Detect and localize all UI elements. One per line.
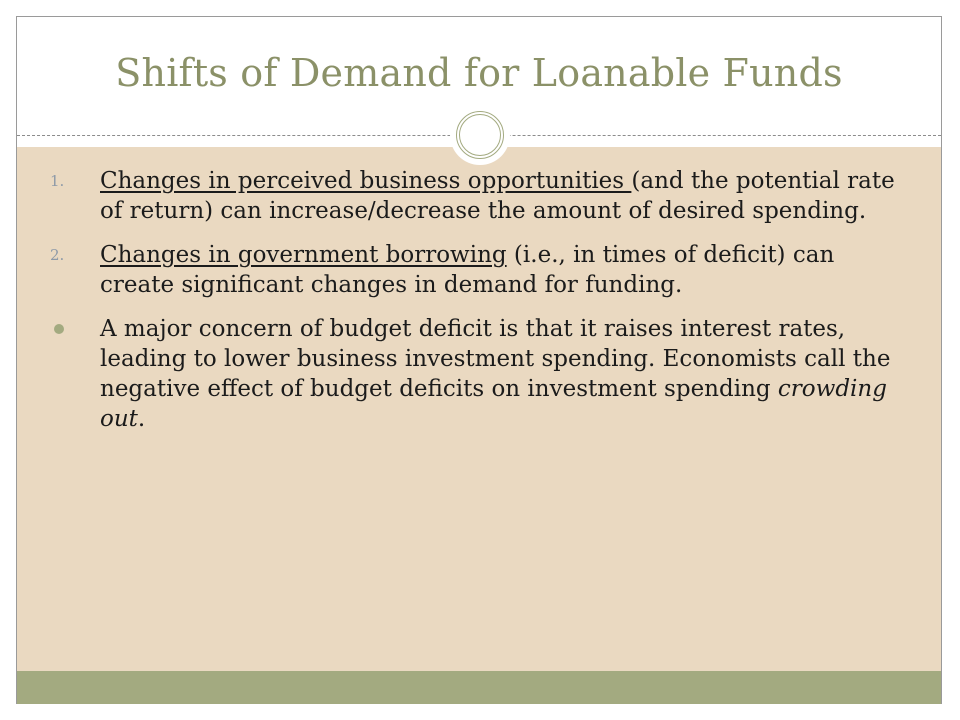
item-underlined-text: Changes in government borrowing <box>100 242 507 268</box>
list-item-3 <box>50 314 910 434</box>
item-underlined-text: Changes in perceived business opportunities <box>100 168 632 194</box>
circle-ring <box>456 111 504 159</box>
item-text: A major concern of budget deficit is that it raises interest rates, leading to lower business investment spending. Economists call the negative effect of budget deficits on investment spending <box>100 316 891 402</box>
list-item-2 <box>50 240 910 300</box>
double-ring-circle-icon <box>450 105 510 165</box>
round-bullet-icon <box>54 324 64 334</box>
slide-body <box>50 166 910 448</box>
item-end-text: . <box>137 406 146 432</box>
item-text: (i.e., in times of deficit) can create significant changes in demand for funding. <box>100 242 835 298</box>
item-text: (and the potential rate of return) can increase/decrease the amount of desired spending. <box>100 168 895 224</box>
footer-band <box>17 671 941 704</box>
list-marker: 2. <box>50 246 65 264</box>
list-marker: 1. <box>50 172 65 190</box>
item-italic-text: crowding out <box>100 376 887 432</box>
list-item-1 <box>50 166 910 226</box>
slide-title: Shifts of Demand for Loanable Funds <box>115 51 843 95</box>
